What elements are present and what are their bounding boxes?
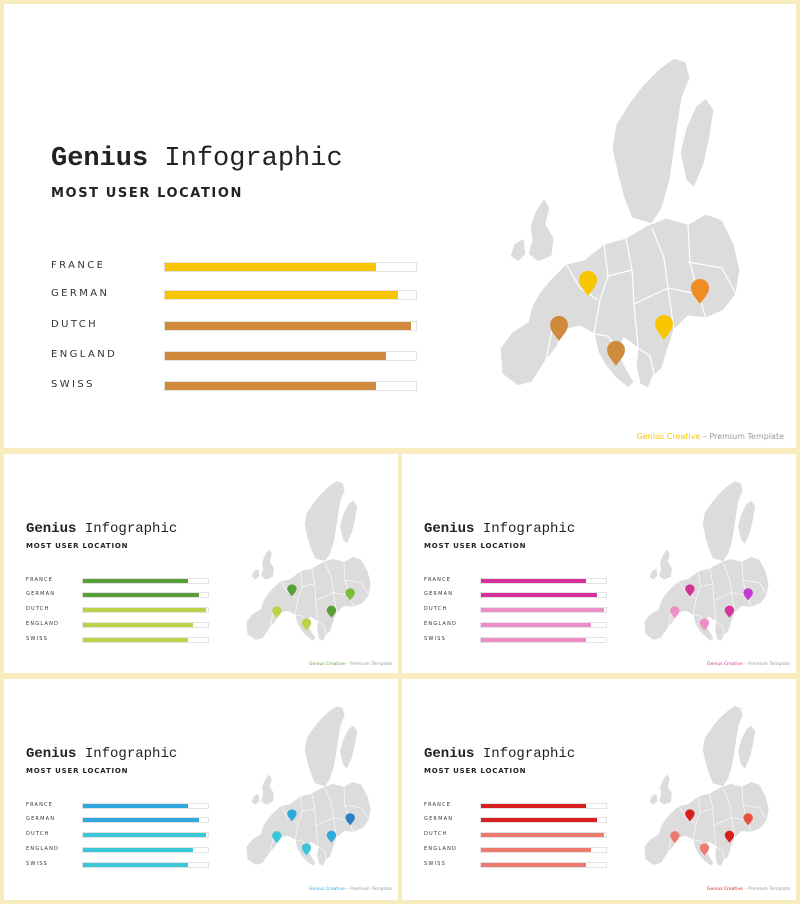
- bar-label: ENGLAND: [26, 846, 60, 852]
- title-light: Infographic: [84, 521, 178, 537]
- footer-rest: – Premium Template: [742, 887, 790, 892]
- bar-label: GERMAN: [424, 816, 454, 822]
- bar-label: FRANCE: [26, 577, 54, 583]
- bar-fill: [481, 848, 591, 852]
- europe-map: [640, 701, 770, 871]
- bar-label: SWISS: [424, 636, 446, 642]
- bar-fill: [165, 322, 411, 330]
- bar-label: DUTCH: [26, 606, 50, 612]
- bar-fill: [83, 818, 199, 822]
- infographic-slide: [4, 679, 398, 900]
- bar-fill: [481, 638, 586, 642]
- bar-track: [82, 862, 209, 868]
- bar-track: [164, 351, 417, 361]
- bar-label: FRANCE: [51, 260, 106, 271]
- infographic-slide: [4, 4, 796, 448]
- bar-track: [480, 817, 607, 823]
- bar-fill: [83, 623, 193, 627]
- bar-label: SWISS: [51, 379, 95, 390]
- bar-track: [164, 262, 417, 272]
- bar-fill: [83, 804, 188, 808]
- bar-fill: [83, 608, 206, 612]
- infographic-slide: [402, 454, 796, 673]
- bar-fill: [83, 833, 206, 837]
- bar-track: [82, 607, 209, 613]
- bar-fill: [83, 638, 188, 642]
- bar-fill: [481, 804, 586, 808]
- slide-footer: [309, 662, 392, 667]
- bar-fill: [481, 863, 586, 867]
- bar-fill: [481, 579, 586, 583]
- slide-title: [424, 746, 575, 762]
- bar-track: [480, 578, 607, 584]
- bar-track: [480, 637, 607, 643]
- footer-brand: Genius Creative: [707, 887, 743, 892]
- slide-subtitle: MOST USER LOCATION: [424, 542, 527, 550]
- bar-label: GERMAN: [424, 591, 454, 597]
- bar-label: ENGLAND: [51, 349, 118, 360]
- map-region: [251, 568, 259, 580]
- map-region: [738, 500, 756, 544]
- bar-label: SWISS: [424, 861, 446, 867]
- slide-title: [26, 746, 177, 762]
- map-region: [702, 481, 743, 562]
- map-region: [510, 238, 526, 262]
- infographic-slide: [4, 454, 398, 673]
- bar-track: [480, 832, 607, 838]
- bar-fill: [481, 593, 597, 597]
- slide-title: [26, 521, 177, 537]
- bar-track: [82, 578, 209, 584]
- bar-label: DUTCH: [26, 831, 50, 837]
- bar-label: GERMAN: [51, 288, 110, 299]
- bar-fill: [83, 593, 199, 597]
- bar-label: ENGLAND: [424, 621, 458, 627]
- map-region: [649, 568, 657, 580]
- title-bold: Genius: [26, 521, 77, 537]
- map-region: [659, 549, 673, 580]
- slide-footer: [637, 432, 784, 441]
- title-bold: Genius: [26, 746, 77, 762]
- map-region: [680, 98, 714, 188]
- slide-subtitle: MOST USER LOCATION: [26, 767, 129, 775]
- map-region: [702, 706, 743, 787]
- footer-brand: Genius Creative: [309, 662, 345, 667]
- title-light: Infographic: [84, 746, 178, 762]
- map-region: [261, 774, 275, 805]
- map-region: [649, 793, 657, 805]
- bar-track: [82, 803, 209, 809]
- bar-label: FRANCE: [424, 802, 452, 808]
- slide-footer: [707, 887, 790, 892]
- bar-label: DUTCH: [424, 831, 448, 837]
- map-region: [304, 481, 345, 562]
- footer-brand: Genius Creative: [636, 432, 701, 441]
- bar-fill: [481, 818, 597, 822]
- map-region: [251, 793, 259, 805]
- slide-footer: [309, 887, 392, 892]
- title-light: Infographic: [482, 521, 576, 537]
- bar-fill: [481, 623, 591, 627]
- map-region: [304, 706, 345, 787]
- title-bold: Genius: [424, 746, 475, 762]
- footer-brand: Genius Creative: [309, 887, 345, 892]
- footer-rest: – Premium Template: [700, 432, 784, 441]
- bar-label: SWISS: [26, 861, 48, 867]
- europe-map: [492, 48, 742, 398]
- title-light: Infographic: [482, 746, 576, 762]
- bar-track: [480, 592, 607, 598]
- slide-footer: [707, 662, 790, 667]
- europe-map: [242, 701, 372, 871]
- bar-fill: [165, 352, 386, 360]
- bar-track: [480, 862, 607, 868]
- bar-label: DUTCH: [424, 606, 448, 612]
- bar-label: SWISS: [26, 636, 48, 642]
- europe-map: [640, 476, 770, 646]
- bar-track: [480, 803, 607, 809]
- bar-label: FRANCE: [424, 577, 452, 583]
- title-bold: Genius: [51, 144, 149, 174]
- bar-label: ENGLAND: [26, 621, 60, 627]
- slide-subtitle: MOST USER LOCATION: [51, 186, 243, 201]
- slide-title: [424, 521, 575, 537]
- bar-label: DUTCH: [51, 319, 99, 330]
- bar-label: FRANCE: [26, 802, 54, 808]
- europe-map: [242, 476, 372, 646]
- bar-track: [164, 290, 417, 300]
- bar-fill: [165, 382, 376, 390]
- map-region: [738, 725, 756, 769]
- bar-track: [82, 622, 209, 628]
- bar-fill: [165, 291, 398, 299]
- slide-title: [51, 144, 343, 174]
- bar-track: [82, 592, 209, 598]
- map-region: [340, 725, 358, 769]
- slide-subtitle: MOST USER LOCATION: [424, 767, 527, 775]
- bar-fill: [83, 579, 188, 583]
- bar-track: [82, 637, 209, 643]
- bar-fill: [83, 848, 193, 852]
- title-light: Infographic: [164, 144, 343, 174]
- bar-fill: [481, 608, 604, 612]
- bar-fill: [481, 833, 604, 837]
- footer-rest: – Premium Template: [742, 662, 790, 667]
- map-region: [528, 198, 554, 262]
- bar-fill: [83, 863, 188, 867]
- bar-track: [82, 832, 209, 838]
- footer-rest: – Premium Template: [344, 662, 392, 667]
- bar-label: GERMAN: [26, 591, 56, 597]
- map-region: [612, 58, 690, 224]
- infographic-slide: [402, 679, 796, 900]
- bar-track: [480, 847, 607, 853]
- bar-fill: [165, 263, 376, 271]
- footer-brand: Genius Creative: [707, 662, 743, 667]
- bar-track: [82, 817, 209, 823]
- bar-track: [164, 381, 417, 391]
- bar-label: ENGLAND: [424, 846, 458, 852]
- bar-track: [164, 321, 417, 331]
- map-region: [261, 549, 275, 580]
- bar-track: [82, 847, 209, 853]
- footer-rest: – Premium Template: [344, 887, 392, 892]
- bar-track: [480, 607, 607, 613]
- bar-label: GERMAN: [26, 816, 56, 822]
- map-region: [659, 774, 673, 805]
- slide-subtitle: MOST USER LOCATION: [26, 542, 129, 550]
- title-bold: Genius: [424, 521, 475, 537]
- bar-track: [480, 622, 607, 628]
- map-region: [340, 500, 358, 544]
